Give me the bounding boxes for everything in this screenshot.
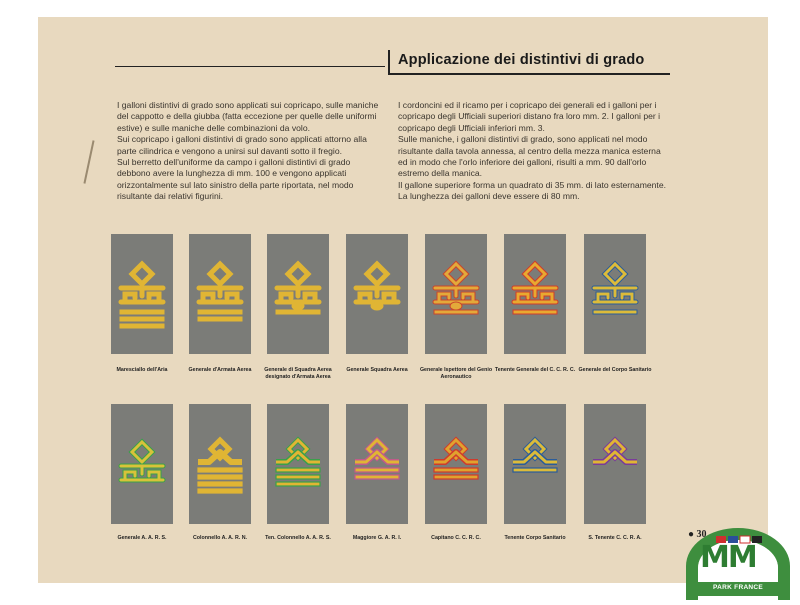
insignia-card [346,404,408,524]
body-text-left [117,100,383,203]
insignia-caption: Generale d'Armata Aerea [188,367,252,373]
insignia-card [189,234,251,354]
insignia-caption: Generale A. A. R. S. [117,535,167,541]
insignia-card [267,234,329,354]
paragraph: I galloni distintivi di grado sono applicati sui copricapo, sulle maniche del cappotto e della giubba (fatta eccezione per quelle delle uniformi estive) e sulle maniche delle combinazioni da volo. [117,100,379,133]
rank-insignia-icon [584,404,646,524]
paragraph: I cordoncini ed il ricamo per i copricapo dei generali ed i galloni per i copricapo degli Ufficiali superiori distano fra loro mm. 2. I galloni per i copricapo degli Ufficiali inferiori mm. 3. [398,100,661,133]
page-title: Applicazione dei distintivi di grado [398,52,645,68]
logo-caption: PARK FRANCE [712,584,764,591]
insignia-caption: Maggiore G. A. R. I. [352,535,402,541]
insignia-card [584,234,646,354]
paragraph: Sul berretto dell'uniforme da campo i galloni distintivi di grado debbono avere la lunghezza di mm. 100 e vengono applicati orizzontalmente sul lato sinistro della parte riportata, nel modo risultante dai relativi figurini. [117,157,354,202]
rank-insignia-icon [267,234,329,354]
paragraph: Il gallone superiore forma un quadrato di 35 mm. di lato esternamente. La lunghezza dei galloni deve essere di 80 mm. [398,179,666,202]
rank-insignia-icon [504,234,566,354]
insignia-caption: S. Tenente C. C. R. A. [588,535,642,541]
rank-insignia-icon [346,234,408,354]
body-text-right [398,100,666,203]
insignia-card [425,404,487,524]
rank-insignia-icon [189,234,251,354]
rank-insignia-icon [267,404,329,524]
paragraph: Sulle maniche, i galloni distintivi di grado, sono applicati nel modo risultante dalla tavola annessa, al centro della mezza manica esterna ed in modo che l'orlo inferiore dei galloni, risulti a mm. 90 dall'orlo estremo della manica. [398,134,661,179]
rank-insignia-icon [346,404,408,524]
page-number-value: 30 [696,529,707,540]
insignia-caption: Capitano C. C. R. C. [431,535,481,541]
insignia-caption: Colonnello A. A. R. N. [192,535,248,541]
insignia-caption: Tenente Corpo Sanitario [504,535,566,541]
rank-insignia-icon [504,404,566,524]
rank-insignia-icon [425,404,487,524]
page-number: ● 30 [688,529,707,540]
header-rule-tick [388,50,390,75]
insignia-card [504,234,566,354]
rank-insignia-icon [111,404,173,524]
insignia-card [504,404,566,524]
insignia-card [584,404,646,524]
insignia-caption: Generale Ispettore del Genio Aeronautico [419,367,493,380]
rank-insignia-icon [189,404,251,524]
insignia-caption: Generale di Squadra Aerea designato d'Armata Aerea [264,367,332,380]
paragraph: Sui copricapo i galloni distintivi di grado sono applicati attorno alla parte cilindrica e vengono a unirsi sul davanti sotto il fregio. [117,134,367,156]
insignia-card [111,234,173,354]
insignia-caption: Ten. Colonnello A. A. R. S. [265,535,331,541]
logo-mark: MM [700,540,756,575]
insignia-caption: Generale del Corpo Sanitario [578,367,652,373]
watermark-logo [676,526,800,600]
insignia-caption: Maresciallo dell'Aria [116,367,168,373]
insignia-card [189,404,251,524]
insignia-caption: Generale Squadra Aerea [346,367,408,373]
rank-insignia-icon [425,234,487,354]
insignia-card [425,234,487,354]
rank-insignia-icon [584,234,646,354]
insignia-card [111,404,173,524]
insignia-caption: Tenente Generale del C. C. R. C. [494,367,576,373]
insignia-card [267,404,329,524]
insignia-card [346,234,408,354]
header-rule-right [388,73,670,75]
rank-insignia-icon [111,234,173,354]
header-rule-left [115,66,385,67]
